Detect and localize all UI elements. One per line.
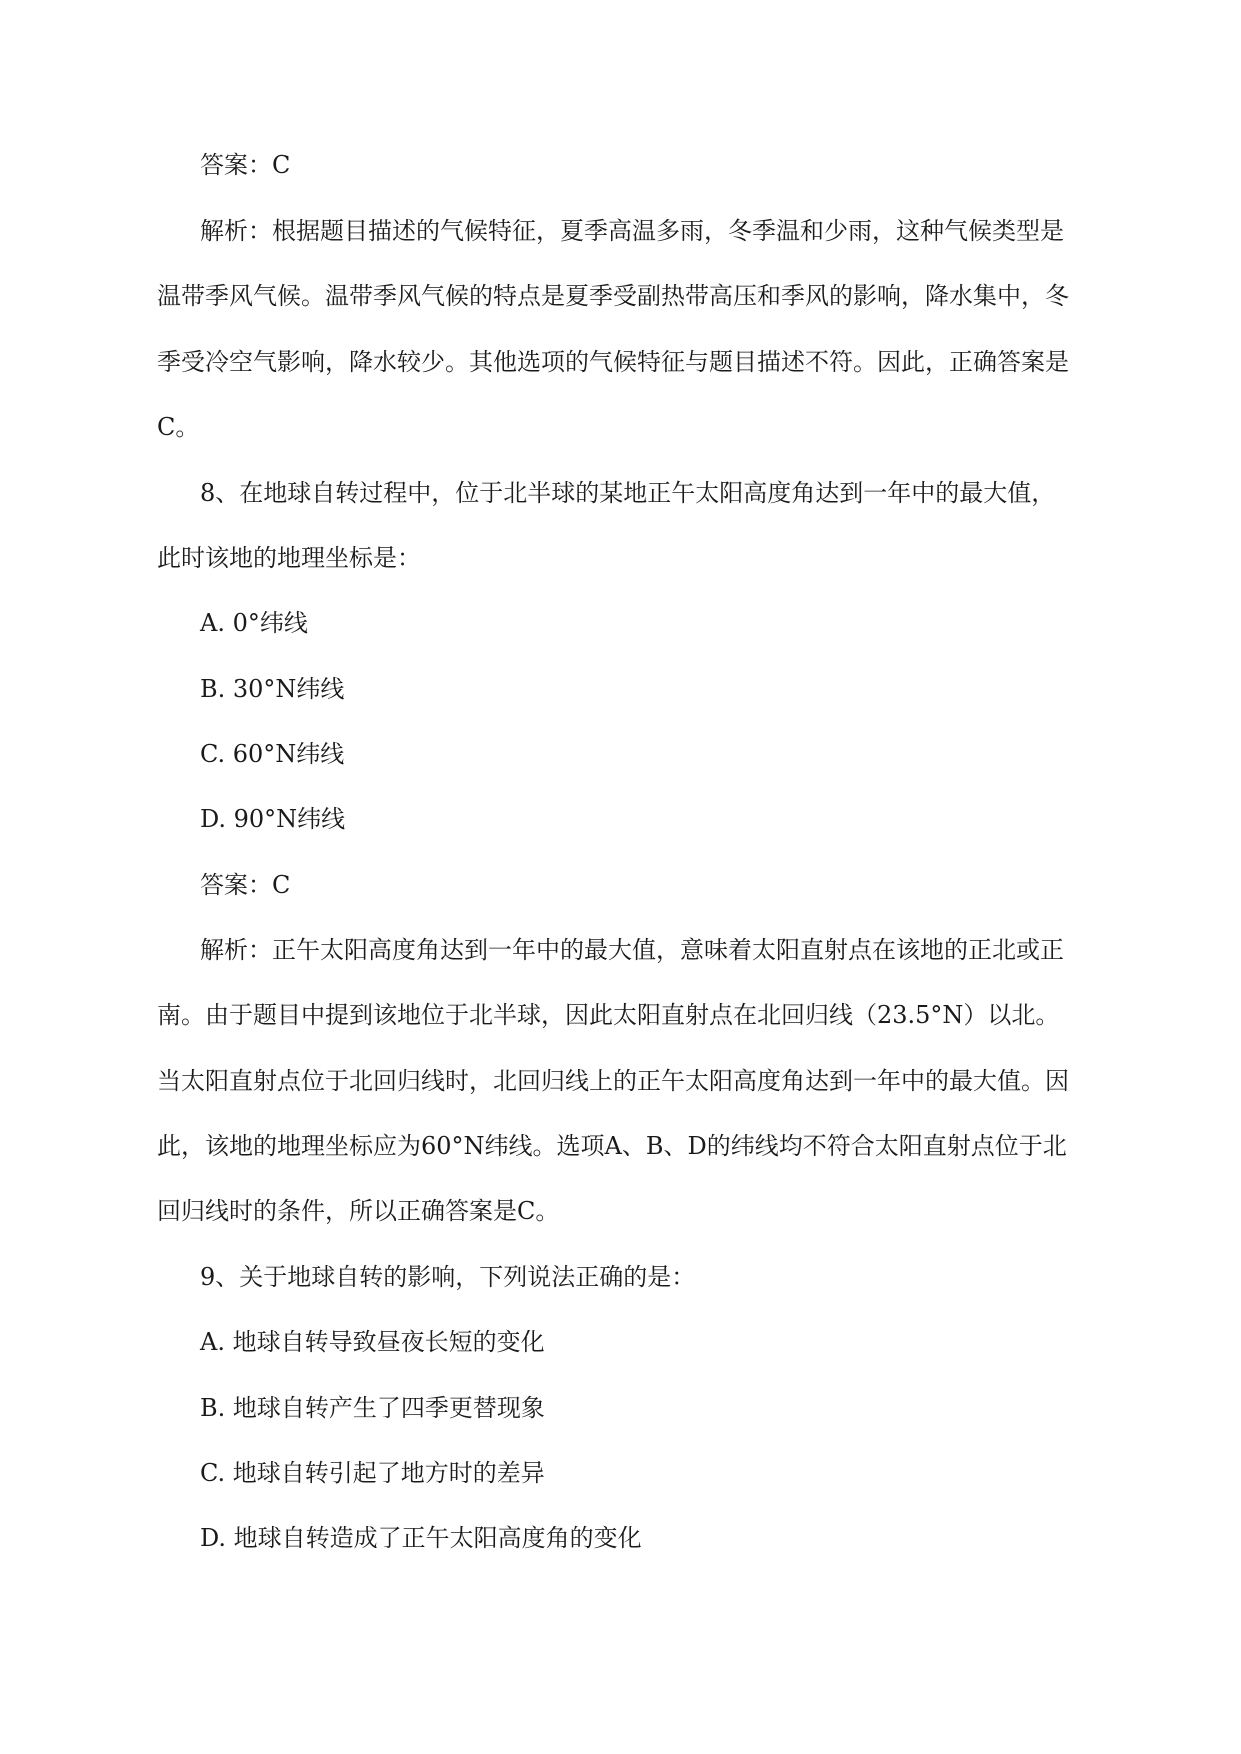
q9-option-b: B. 地球自转产生了四季更替现象 bbox=[200, 1394, 545, 1422]
q8-question-line-2: 此时该地的地理坐标是： bbox=[157, 544, 421, 572]
q8-explanation-line-2: 南。由于题目中提到该地位于北半球，因此太阳直射点在北回归线（23.5°N）以北。 bbox=[157, 1001, 1060, 1029]
q8-answer: 答案：C bbox=[200, 871, 291, 899]
q9-question: 9、关于地球自转的影响，下列说法正确的是： bbox=[200, 1263, 696, 1291]
q8-question-line-1: 8、在地球自转过程中，位于北半球的某地正午太阳高度角达到一年中的最大值， bbox=[200, 479, 1056, 507]
q7-explanation-line-2: 温带季风气候。温带季风气候的特点是夏季受副热带高压和季风的影响，降水集中，冬 bbox=[157, 282, 1069, 310]
q8-option-a: A. 0°纬线 bbox=[200, 609, 308, 637]
q7-explanation-line-4: C。 bbox=[157, 413, 200, 441]
q8-explanation-line-4: 此，该地的地理坐标应为60°N纬线。选项A、B、D的纬线均不符合太阳直射点位于北 bbox=[157, 1132, 1067, 1160]
q7-answer: 答案：C bbox=[200, 151, 291, 179]
q9-option-d: D. 地球自转造成了正午太阳高度角的变化 bbox=[200, 1524, 642, 1552]
q8-explanation-line-5: 回归线时的条件，所以正确答案是C。 bbox=[157, 1197, 560, 1225]
q8-explanation-line-3: 当太阳直射点位于北回归线时，北回归线上的正午太阳高度角达到一年中的最大值。因 bbox=[157, 1067, 1069, 1095]
q7-explanation-line-1: 解析：根据题目描述的气候特征，夏季高温多雨，冬季温和少雨，这种气候类型是 bbox=[200, 217, 1064, 245]
q8-option-d: D. 90°N纬线 bbox=[200, 805, 346, 833]
q7-explanation-line-3: 季受冷空气影响，降水较少。其他选项的气候特征与题目描述不符。因此，正确答案是 bbox=[157, 348, 1069, 376]
q8-option-b: B. 30°N纬线 bbox=[200, 675, 345, 703]
q8-option-c: C. 60°N纬线 bbox=[200, 740, 345, 768]
q8-explanation-line-1: 解析：正午太阳高度角达到一年中的最大值，意味着太阳直射点在该地的正北或正 bbox=[200, 936, 1064, 964]
q9-option-c: C. 地球自转引起了地方时的差异 bbox=[200, 1459, 545, 1487]
q9-option-a: A. 地球自转导致昼夜长短的变化 bbox=[200, 1328, 545, 1356]
